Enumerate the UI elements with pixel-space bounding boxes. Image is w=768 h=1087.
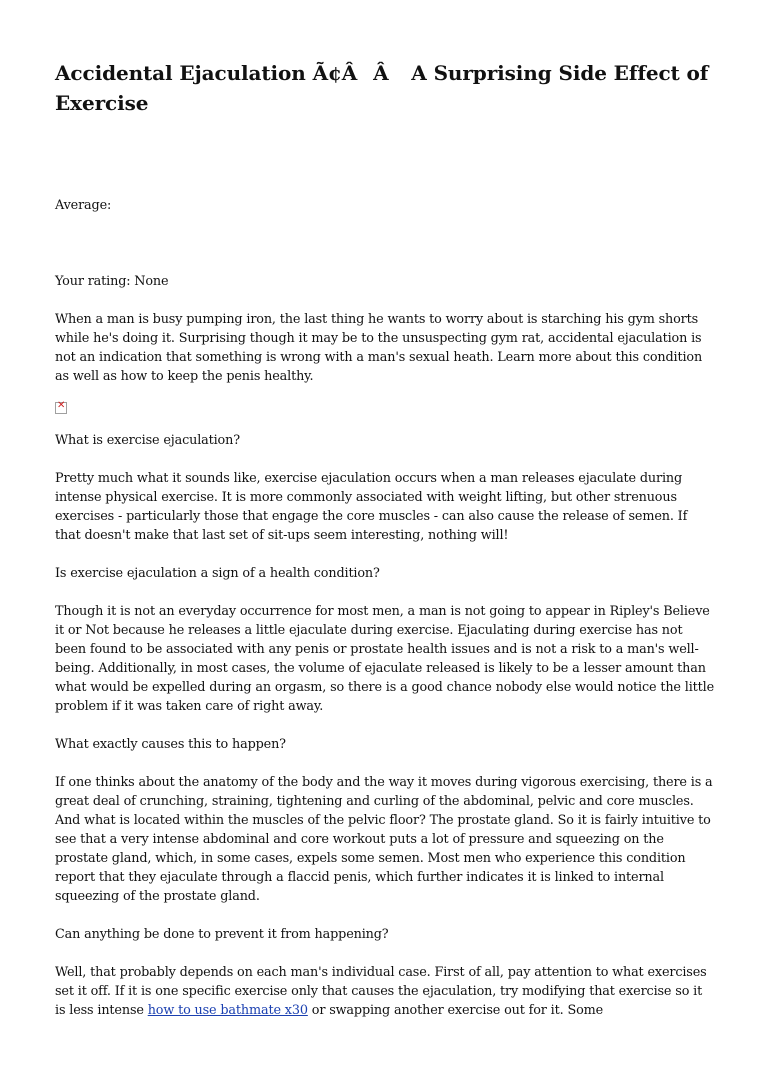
section-body-4 [55,963,715,1020]
section-body-2: Though it is not an everyday occurrence for most men, a man is not going to appear in Ripley's Believe it or Not because he releases a little ejaculate during exercise. Ejaculating during exercise has not been found to be associated with any penis or prostate health issues and is not a risk to a man's well-being. Additionally, in most cases, the volume of ejaculate released is likely to be a lesser amount than what would be expelled during an orgasm, so there is a good chance nobody else would notice the little problem if it was taken care of right away. [55,604,714,714]
section-heading-1: What is exercise ejaculation? [55,433,240,448]
section-heading-2: Is exercise ejaculation a sign of a health condition? [55,566,380,581]
section-body-1: Pretty much what it sounds like, exercise ejaculation occurs when a man releases ejaculate during intense physical exercise. It is more commonly associated with weight lifting, but other strenuous exercises - particularly those that engage the core muscles - can also cause the release of semen. If that doesn't make that last set of sit-ups seem interesting, nothing will! [55,471,688,543]
bathmate-link[interactable]: how to use bathmate x30 [147,1003,308,1018]
section-body-4-after-link: or swapping another exercise out for it. Some [307,1003,604,1018]
average-rating-label: Average: [55,198,112,213]
article-title: Accidental Ejaculation Ã¢ÂÂ A Surprising Side Effect of Exercise [55,61,709,115]
broken-image-icon: ✕ [55,402,67,414]
your-rating-label: Your rating: None [55,274,169,289]
document-page [55,58,715,1020]
section-body-4-before-link: Well, that probably depends on each man's individual case. First of all, pay attention to what exercises set it off. If it is one specific exercise only that causes the ejaculation, try modifying that exercise so it is less intense [55,965,707,1018]
intro-paragraph: When a man is busy pumping iron, the last thing he wants to worry about is starching his gym shorts while he's doing it. Surprising though it may be to the unsuspecting gym rat, accidental ejaculation is not an indication that something is wrong with a man's sexual heath. Learn more about this condition as well as how to keep the penis healthy. [55,312,703,384]
section-heading-3: What exactly causes this to happen? [55,737,286,752]
section-body-3: If one thinks about the anatomy of the body and the way it moves during vigorous exercising, there is a great deal of crunching, straining, tightening and curling of the abdominal, pelvic and core muscles. And what is located within the muscles of the pelvic floor? The prostate gland. So it is fairly intuitive to see that a very intense abdominal and core workout puts a lot of pressure and squeezing on the prostate gland, which, in some cases, expels some semen. Most men who experience this condition report that they ejaculate through a flaccid penis, which further indicates it is linked to internal squeezing of the prostate gland. [55,775,713,904]
section-heading-4: Can anything be done to prevent it from happening? [55,927,389,942]
